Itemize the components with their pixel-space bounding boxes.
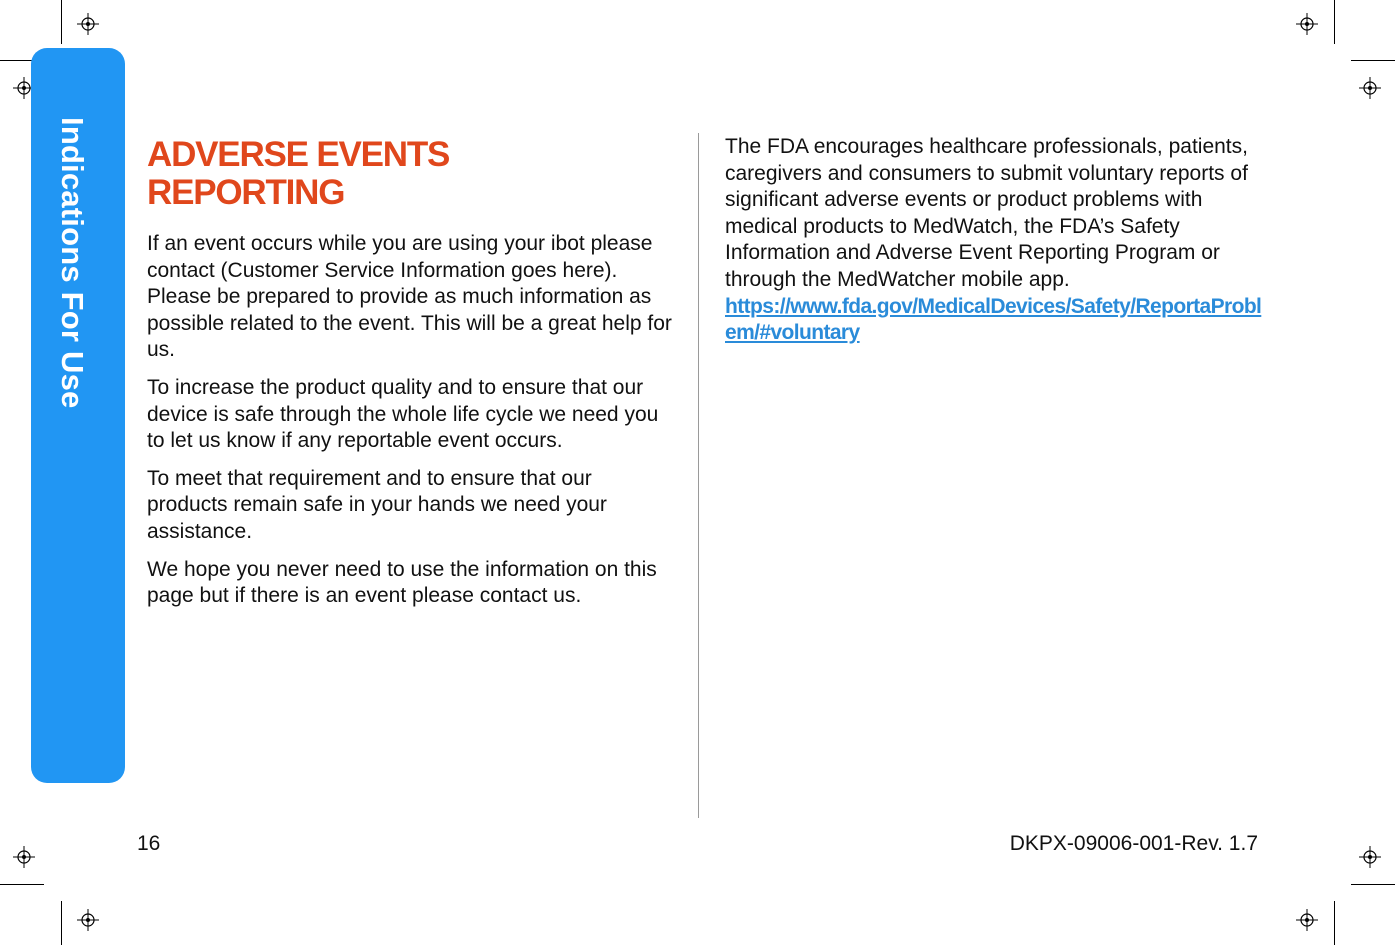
crop-mark — [61, 0, 62, 44]
fda-report-link[interactable]: https://www.fda.gov/MedicalDevices/Safety/ReportaProblem/#voluntary — [725, 294, 1262, 345]
fda-paragraph: The FDA encourages healthcare professionals, patients, caregivers and consumers to submit voluntary reports of significant adverse events or product problems with medical products to MedWatch, the FDA’s Safety Information and Adverse Event Reporting Program or through the MedWatcher mobile app. — [725, 135, 1248, 291]
registration-mark-icon — [1296, 13, 1318, 35]
column-divider — [698, 133, 699, 818]
right-column — [725, 134, 1265, 347]
crop-mark — [1334, 0, 1335, 44]
page-title-line-2: REPORTING — [147, 173, 345, 212]
crop-mark — [1351, 60, 1395, 61]
body-paragraph: We hope you never need to use the information on this page but if there is an event please contact us. — [147, 557, 657, 608]
page-number: 16 — [137, 832, 161, 855]
registration-mark-icon — [13, 846, 35, 868]
registration-mark-icon — [1359, 846, 1381, 868]
page-title — [147, 136, 667, 212]
crop-mark — [0, 884, 44, 885]
registration-mark-icon — [1296, 909, 1318, 931]
body-paragraph: To increase the product quality and to ensure that our device is safe through the whole life cycle we need you to let us know if any reportable event occurs. — [147, 375, 659, 453]
document-code: DKPX-09006-001-Rev. 1.7 — [1009, 832, 1258, 855]
body-paragraph: To meet that requirement and to ensure that our products remain safe in your hands we need your assistance. — [147, 466, 607, 543]
left-column — [147, 231, 675, 621]
registration-mark-icon — [77, 909, 99, 931]
registration-mark-icon — [1359, 77, 1381, 99]
crop-mark — [1334, 901, 1335, 945]
crop-mark — [61, 901, 62, 945]
registration-mark-icon — [77, 13, 99, 35]
page-title-line-1: ADVERSE EVENTS — [147, 135, 450, 174]
body-paragraph: If an event occurs while you are using your ibot please contact (Customer Service Information goes here). Please be prepared to provide as much information as possible related to the event. This will be a great help for us. — [147, 232, 672, 362]
crop-mark — [1351, 884, 1395, 885]
section-side-tab-label: Indications For Use — [55, 117, 90, 409]
